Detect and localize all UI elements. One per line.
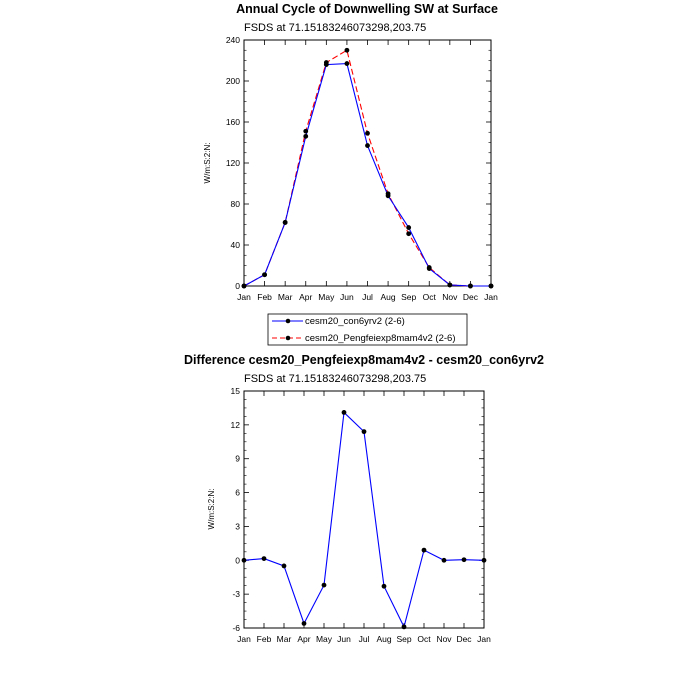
chart2-ytick-label: -3 bbox=[232, 589, 240, 600]
chart2-xtick-label: Jan bbox=[237, 634, 251, 644]
chart1-xtick-label: Jan bbox=[484, 292, 498, 302]
chart2-title: Difference cesm20_Pengfeiexp8mam4v2 - cesm20_con6yrv2 bbox=[184, 353, 544, 367]
chart1-ytick-label: 160 bbox=[225, 117, 240, 127]
chart1-xtick-label: Mar bbox=[277, 292, 293, 302]
chart1-ytick-label: 0 bbox=[235, 281, 240, 291]
chart1-series-1-point bbox=[303, 129, 308, 134]
chart1-xtick-label: May bbox=[318, 292, 335, 302]
chart2-xtick-label: Feb bbox=[256, 634, 272, 644]
chart2-xtick-label: Sep bbox=[396, 634, 412, 644]
chart2-series-0-point bbox=[402, 624, 407, 629]
chart2-series-0-point bbox=[282, 564, 287, 569]
chart1-series-1-point bbox=[406, 231, 411, 236]
legend-label-pengfei: cesm20_Pengfeiexp8mam4v2 (2-6) bbox=[305, 333, 456, 344]
chart2-xtick-label: May bbox=[315, 634, 333, 644]
chart1-xtick-label: Nov bbox=[442, 292, 458, 302]
chart2-plot bbox=[231, 386, 492, 644]
chart1-legend bbox=[268, 314, 467, 345]
chart1-frame bbox=[244, 40, 491, 286]
chart1-xtick-label: Aug bbox=[380, 292, 396, 302]
chart2-xtick-label: Oct bbox=[417, 634, 431, 644]
chart1-series-1-point bbox=[242, 284, 247, 289]
legend-marker-pengfei bbox=[286, 336, 291, 341]
chart1-xtick-label: Apr bbox=[299, 292, 313, 302]
chart1-series-1-point bbox=[324, 60, 329, 65]
chart2-series-0-point bbox=[382, 584, 387, 589]
chart1-series-line-0 bbox=[244, 64, 491, 286]
chart2-ytick-label: 9 bbox=[235, 453, 240, 464]
chart2-series-0-point bbox=[462, 557, 467, 562]
chart1-xtick-label: Jul bbox=[362, 292, 373, 302]
chart1-title: Annual Cycle of Downwelling SW at Surface bbox=[236, 2, 498, 16]
chart2-xtick-label: Apr bbox=[297, 634, 311, 644]
chart2-ytick-label: 15 bbox=[230, 386, 240, 396]
chart2-series-line-0 bbox=[244, 412, 484, 626]
chart2-series-0-point bbox=[262, 556, 267, 561]
chart2-ylabel: W/m:S:2:N: bbox=[207, 488, 216, 530]
chart1-xtick-label: Feb bbox=[257, 292, 272, 302]
chart2-xtick-label: Jan bbox=[477, 634, 491, 644]
chart1-series-0-point bbox=[365, 143, 370, 148]
chart2-ytick-label: 6 bbox=[235, 487, 240, 498]
chart2-series-0-point bbox=[422, 548, 427, 553]
chart1-xtick-label: Jan bbox=[237, 292, 251, 302]
chart2-xtick-label: Jun bbox=[337, 634, 351, 644]
legend-label-con6yrv2: cesm20_con6yrv2 (2-6) bbox=[305, 316, 405, 327]
chart1-series-0-point bbox=[345, 61, 350, 66]
chart2-xtick-label: Aug bbox=[376, 634, 392, 644]
chart1-series-1-point bbox=[447, 283, 452, 288]
chart2-ytick-label: 3 bbox=[235, 521, 240, 532]
chart1-series-1-point bbox=[365, 131, 370, 136]
chart2-series-0-point bbox=[302, 621, 307, 626]
chart2-series-0-point bbox=[442, 558, 447, 563]
chart1-series-1-point bbox=[283, 220, 288, 225]
chart2-frame bbox=[244, 391, 484, 628]
chart1-series-line-1 bbox=[244, 50, 491, 286]
chart2-ytick-label: -6 bbox=[232, 623, 240, 633]
chart2-series-0-point bbox=[362, 429, 367, 434]
chart1-xtick-label: Oct bbox=[422, 292, 436, 302]
chart1-plot bbox=[226, 35, 498, 302]
chart1-xtick-label: Dec bbox=[462, 292, 478, 302]
chart1-series-1-point bbox=[345, 48, 350, 53]
chart1-ylabel: W/m:S:2:N: bbox=[203, 142, 212, 184]
chart1-ytick-label: 120 bbox=[225, 158, 240, 168]
chart2-xtick-label: Dec bbox=[456, 634, 472, 644]
chart1-series-1-point bbox=[468, 284, 473, 289]
chart1-xtick-label: Sep bbox=[401, 292, 417, 302]
chart1-series-1-point bbox=[386, 191, 391, 196]
chart1-series-0-point bbox=[303, 134, 308, 139]
chart2-series-0-point bbox=[322, 583, 327, 588]
chart1-ytick-label: 80 bbox=[230, 199, 240, 209]
chart1-series-1-point bbox=[427, 265, 432, 270]
chart1-ytick-label: 200 bbox=[225, 76, 240, 86]
chart2-subtitle: FSDS at 71.15183246073298,203.75 bbox=[244, 373, 427, 385]
chart2-ytick-label: 0 bbox=[235, 555, 240, 566]
chart1-subtitle: FSDS at 71.15183246073298,203.75 bbox=[244, 22, 427, 34]
chart2-xtick-label: Jul bbox=[358, 634, 370, 644]
chart1-series-1-point bbox=[262, 272, 267, 277]
chart2-xtick-label: Nov bbox=[436, 634, 452, 644]
legend-marker-con6yrv2 bbox=[286, 319, 291, 324]
chart1-series-1-point bbox=[489, 284, 494, 289]
chart1-series-0-point bbox=[406, 225, 411, 230]
chart1-xtick-label: Jun bbox=[340, 292, 354, 302]
chart2-series-0-point bbox=[242, 558, 247, 563]
chart1-ytick-label: 240 bbox=[225, 35, 240, 45]
chart2-series-0-point bbox=[482, 558, 487, 563]
chart2-xtick-label: Mar bbox=[276, 634, 292, 644]
chart2-ytick-label: 12 bbox=[230, 419, 240, 430]
chart2-series-0-point bbox=[342, 410, 347, 415]
chart1-ytick-label: 40 bbox=[230, 240, 240, 250]
